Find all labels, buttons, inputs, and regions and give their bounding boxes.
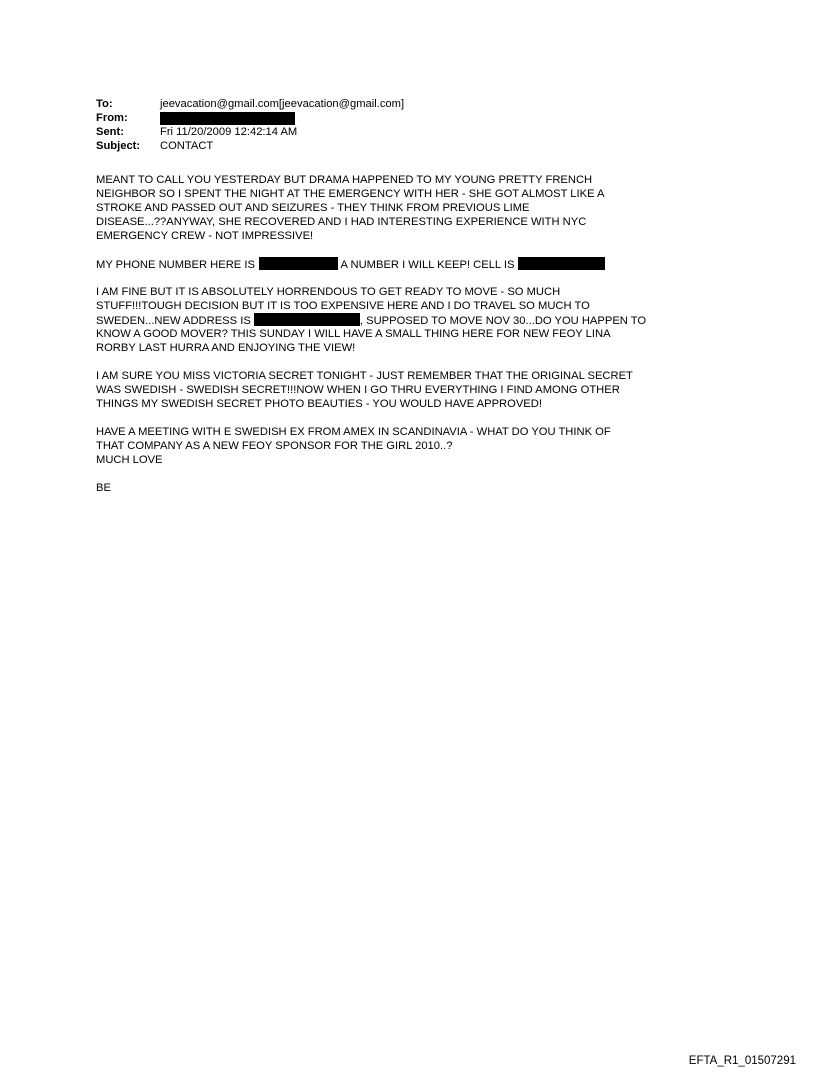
body-line: RORBY LAST HURRA AND ENJOYING THE VIEW!: [96, 342, 356, 354]
body-line: KNOW A GOOD MOVER? THIS SUNDAY I WILL HAVE A SMALL THING HERE FOR NEW FEOY LINA: [96, 328, 611, 340]
body-line: MEANT TO CALL YOU YESTERDAY BUT DRAMA HAPPENED TO MY YOUNG PRETTY FRENCH: [96, 174, 593, 186]
sent-label: Sent:: [96, 126, 124, 138]
from-row: [96, 111, 736, 125]
redaction-box: [160, 112, 295, 125]
phone-text: MY PHONE NUMBER HERE IS: [96, 259, 255, 271]
body-line: THAT COMPANY AS A NEW FEOY SPONSOR FOR THE GIRL 2010..?: [96, 440, 453, 452]
body-line: NEIGHBOR SO I SPENT THE NIGHT AT THE EMERGENCY WITH HER - SHE GOT ALMOST LIKE A: [96, 188, 605, 200]
body-line: WAS SWEDISH - SWEDISH SECRET!!!NOW WHEN I GO THRU EVERYTHING I FIND AMONG OTHER: [96, 384, 620, 396]
to-value: jeevacation@gmail.com[jeevacation@gmail.com]: [160, 98, 405, 110]
signoff-text: BE: [96, 482, 111, 494]
cell-text: A NUMBER I WILL KEEP! CELL IS: [340, 259, 515, 271]
to-label: To:: [96, 98, 113, 110]
email-header: [96, 97, 736, 153]
redaction-box: [254, 313, 360, 326]
body-line: STUFF!!!TOUGH DECISION BUT IT IS TOO EXPENSIVE HERE AND I DO TRAVEL SO MUCH TO: [96, 300, 590, 312]
paragraph-3: [96, 285, 736, 355]
redaction-box: [518, 257, 605, 270]
body-line: I AM FINE BUT IT IS ABSOLUTELY HORRENDOUS TO GET READY TO MOVE - SO MUCH: [96, 286, 561, 298]
body-line: EMERGENCY CREW - NOT IMPRESSIVE!: [96, 230, 314, 242]
sent-row: [96, 125, 736, 139]
paragraph-1: [96, 173, 736, 243]
subject-row: [96, 139, 736, 153]
to-row: [96, 97, 736, 111]
document-id: EFTA_R1_01507291: [688, 1055, 796, 1067]
email-body: [96, 173, 736, 509]
body-line: THINGS MY SWEDISH SECRET PHOTO BEAUTIES - YOU WOULD HAVE APPROVED!: [96, 398, 542, 410]
body-line: MUCH LOVE: [96, 454, 163, 466]
paragraph-4: [96, 369, 736, 411]
body-line: DISEASE...??ANYWAY, SHE RECOVERED AND I HAD INTERESTING EXPERIENCE WITH NYC: [96, 216, 587, 228]
address-text: SWEDEN...NEW ADDRESS IS: [96, 315, 251, 327]
paragraph-2: [96, 257, 736, 271]
subject-value: CONTACT: [160, 140, 214, 152]
paragraph-5: [96, 425, 736, 467]
subject-label: Subject:: [96, 140, 141, 152]
body-line: [96, 257, 736, 271]
body-line: STROKE AND PASSED OUT AND SEIZURES - THEY THINK FROM PREVIOUS LIME: [96, 202, 530, 214]
body-line: I AM SURE YOU MISS VICTORIA SECRET TONIGHT - JUST REMEMBER THAT THE ORIGINAL SECRET: [96, 370, 633, 382]
from-label: From:: [96, 112, 128, 124]
body-line: [96, 313, 736, 327]
redaction-box: [259, 257, 338, 270]
signoff: [96, 481, 736, 495]
sent-value: Fri 11/20/2009 12:42:14 AM: [160, 126, 298, 138]
move-text: , SUPPOSED TO MOVE NOV 30...DO YOU HAPPEN TO: [359, 315, 647, 327]
body-line: HAVE A MEETING WITH E SWEDISH EX FROM AMEX IN SCANDINAVIA - WHAT DO YOU THINK OF: [96, 426, 611, 438]
